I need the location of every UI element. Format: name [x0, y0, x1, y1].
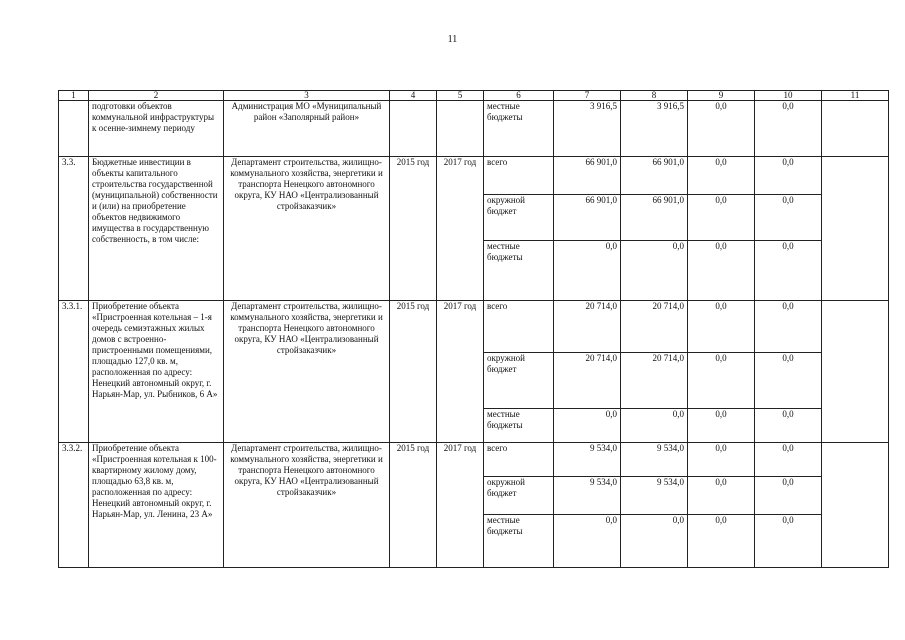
row-number: 3.3.	[59, 157, 89, 301]
value-col10: 0,0	[755, 101, 822, 157]
value-col9: 0,0	[688, 301, 755, 353]
start-year	[390, 101, 437, 157]
value-col9: 0,0	[688, 515, 755, 568]
value-col9: 0,0	[688, 101, 755, 157]
value-col7: 0,0	[554, 409, 621, 443]
value-col7: 66 901,0	[554, 195, 621, 241]
executor-org: Администрация МО «Муниципальный район «Заполярный район»	[224, 101, 390, 157]
value-col7: 0,0	[554, 515, 621, 568]
value-col7: 20 714,0	[554, 353, 621, 409]
funding-source: окружной бюджет	[484, 353, 554, 409]
value-col8: 0,0	[621, 241, 688, 301]
funding-source: окружной бюджет	[484, 477, 554, 515]
table-row	[59, 301, 889, 353]
table-row	[59, 157, 889, 195]
budget-table	[58, 90, 889, 568]
header-cell: 6	[484, 91, 554, 101]
table-row	[59, 443, 889, 477]
header-cell: 10	[755, 91, 822, 101]
value-col8: 0,0	[621, 409, 688, 443]
funding-source: всего	[484, 301, 554, 353]
value-col10: 0,0	[755, 443, 822, 477]
value-col9: 0,0	[688, 443, 755, 477]
header-cell: 2	[89, 91, 224, 101]
funding-source: всего	[484, 443, 554, 477]
table-row	[59, 101, 889, 157]
value-col8: 0,0	[621, 515, 688, 568]
page-number: 11	[447, 34, 458, 45]
value-col11	[822, 157, 889, 301]
value-col8: 9 534,0	[621, 477, 688, 515]
value-col8: 9 534,0	[621, 443, 688, 477]
value-col9: 0,0	[688, 157, 755, 195]
value-col8: 66 901,0	[621, 195, 688, 241]
executor-org: Департамент строительства, жилищно-коммунального хозяйства, энергетики и транспорта Ненецкого автономного округа, КУ НАО «Централизованный стройзаказчик»	[224, 301, 390, 443]
value-col10: 0,0	[755, 195, 822, 241]
header-cell: 1	[59, 91, 89, 101]
value-col9: 0,0	[688, 241, 755, 301]
row-number-cell	[59, 101, 89, 157]
funding-source: окружной бюджет	[484, 195, 554, 241]
end-year: 2017 год	[437, 157, 484, 301]
value-col11	[822, 101, 889, 157]
value-col8: 20 714,0	[621, 301, 688, 353]
header-cell: 9	[688, 91, 755, 101]
value-col10: 0,0	[755, 353, 822, 409]
value-col10: 0,0	[755, 409, 822, 443]
value-col7: 66 901,0	[554, 157, 621, 195]
start-year: 2015 год	[390, 443, 437, 568]
value-col7: 9 534,0	[554, 477, 621, 515]
activity-name: Приобретение объекта «Пристроенная котельная к 100-квартирному жилому дому, площадью 63,8 кв. м, расположенная по адресу: Ненецкий автономный округ, г. Нарьян-Мар, ул. Ленина, 23 А»	[89, 443, 224, 568]
value-col8: 20 714,0	[621, 353, 688, 409]
header-cell: 4	[390, 91, 437, 101]
value-col10: 0,0	[755, 241, 822, 301]
value-col10: 0,0	[755, 157, 822, 195]
header-row	[59, 91, 889, 101]
executor-org: Департамент строительства, жилищно-коммунального хозяйства, энергетики и транспорта Ненецкого автономного округа, КУ НАО «Централизованный стройзаказчик»	[224, 157, 390, 301]
value-col9: 0,0	[688, 195, 755, 241]
executor-org: Департамент строительства, жилищно-коммунального хозяйства, энергетики и транспорта Ненецкого автономного округа, КУ НАО «Централизованный стройзаказчик»	[224, 443, 390, 568]
value-col10: 0,0	[755, 477, 822, 515]
value-col11	[822, 301, 889, 443]
value-col9: 0,0	[688, 353, 755, 409]
value-col7: 20 714,0	[554, 301, 621, 353]
funding-source: местные бюджеты	[484, 515, 554, 568]
value-col9: 0,0	[688, 477, 755, 515]
header-cell: 11	[822, 91, 889, 101]
funding-source: всего	[484, 157, 554, 195]
start-year: 2015 год	[390, 157, 437, 301]
funding-source: местные бюджеты	[484, 101, 554, 157]
value-col9: 0,0	[688, 409, 755, 443]
value-col7: 0,0	[554, 241, 621, 301]
value-col10: 0,0	[755, 301, 822, 353]
header-cell: 7	[554, 91, 621, 101]
start-year: 2015 год	[390, 301, 437, 443]
funding-source: местные бюджеты	[484, 241, 554, 301]
value-col8: 66 901,0	[621, 157, 688, 195]
activity-name: Приобретение объекта «Пристроенная котельная – 1-я очередь семиэтажных жилых домов с встроенно-пристроенными помещениями, площадью 127,0 кв. м, расположенная по адресу: Ненецкий автономный округ, г. Нарьян-Мар, ул. Рыбников, 6 А»	[89, 301, 224, 443]
header-cell: 5	[437, 91, 484, 101]
header-cell: 8	[621, 91, 688, 101]
value-col7: 9 534,0	[554, 443, 621, 477]
activity-name: подготовки объектов коммунальной инфраструктуры к осенне-зимнему периоду	[89, 101, 224, 157]
end-year: 2017 год	[437, 443, 484, 568]
end-year	[437, 101, 484, 157]
funding-source: местные бюджеты	[484, 409, 554, 443]
value-col8: 3 916,5	[621, 101, 688, 157]
end-year: 2017 год	[437, 301, 484, 443]
row-number: 3.3.1.	[59, 301, 89, 443]
value-col7: 3 916,5	[554, 101, 621, 157]
value-col11	[822, 443, 889, 568]
value-col10: 0,0	[755, 515, 822, 568]
row-number: 3.3.2.	[59, 443, 89, 568]
activity-name: Бюджетные инвестиции в объекты капитального строительства государственной (муниципальной) собственности и (или) на приобретение объектов недвижимого имущества в государственную собственность, в том числе:	[89, 157, 224, 301]
header-cell: 3	[224, 91, 390, 101]
